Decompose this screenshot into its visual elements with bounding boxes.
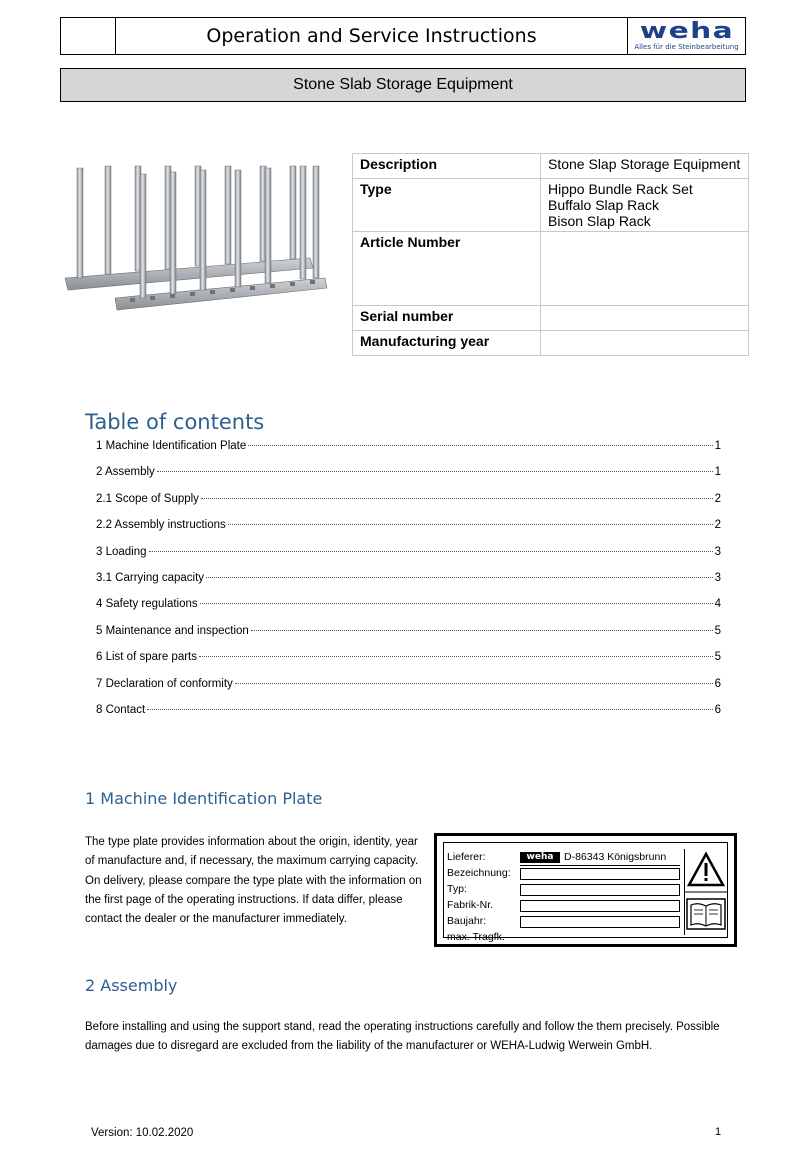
- plate-field-designation: [520, 868, 680, 880]
- type-plate-frame: [443, 842, 728, 943]
- plate-field-type: [520, 884, 680, 896]
- page-header: [60, 17, 746, 55]
- toc-entry[interactable]: 5 Maintenance and inspection 5: [96, 624, 721, 637]
- read-manual-book-icon: [687, 899, 725, 929]
- toc-entry[interactable]: 1 Machine Identification Plate 1: [96, 440, 721, 452]
- toc-entry[interactable]: 2.1 Scope of Supply 2: [96, 492, 721, 505]
- section2-paragraph: Before installing and using the support stand, read the operating instructions carefully and follow the them precisely. Possible damages due to disregard are excluded from the liability of the manufacturer or WEHA-Ludwig Werwein GmbH.: [85, 1021, 720, 1053]
- header-blank-cell: [61, 18, 116, 54]
- plate-supplier-field: [520, 851, 680, 863]
- plate-field-year: [520, 916, 680, 928]
- plate-field-serial: [520, 900, 680, 912]
- toc-entry[interactable]: 7 Declaration of conformity 6: [96, 677, 721, 690]
- info-row-manufacturing-year: [353, 331, 749, 356]
- info-value: [541, 306, 749, 331]
- slab-rack-image: [55, 160, 330, 315]
- toc-entry[interactable]: 2 Assembly 1: [96, 466, 721, 479]
- warning-triangle-icon: [689, 854, 723, 885]
- plate-address: D-86343 Königsbrunn: [564, 851, 667, 863]
- company-logo: [627, 18, 745, 54]
- toc-entry[interactable]: 4 Safety regulations 4: [96, 598, 721, 611]
- type-plate-figure: [434, 833, 737, 947]
- toc-entry[interactable]: 6 List of spare parts 5: [96, 651, 721, 664]
- toc-title: Table of contents: [85, 410, 265, 434]
- info-row-type: [353, 179, 749, 232]
- plate-label-capacity: max. Tragfk.: [447, 931, 505, 943]
- type-plate-labels: [447, 849, 511, 945]
- info-row-description: [353, 154, 749, 179]
- plate-label-year: Baujahr:: [447, 915, 487, 927]
- info-row-serial-number: [353, 306, 749, 331]
- section1-paragraph: The type plate provides information about the origin, identity, year of manufacture and, if necessary, the maximum carrying capacity. On delivery, please compare the type plate with the information on the first page of the operating instructions. If data differ, please contact the dealer or the manufacturer immediately.: [85, 836, 422, 926]
- info-label: Type: [353, 179, 541, 232]
- header-title: Operation and Service Instructions: [206, 25, 537, 47]
- plate-label-serial: Fabrik-Nr.: [447, 899, 494, 911]
- plate-label-designation: Bezeichnung:: [447, 867, 511, 879]
- info-label: Manufacturing year: [353, 331, 541, 356]
- info-value: [541, 331, 749, 356]
- info-value: Stone Slap Storage Equipment: [541, 154, 749, 179]
- section-heading-identification-plate: 1 Machine Identification Plate: [85, 789, 323, 808]
- info-value: Hippo Bundle Rack Set Buffalo Slap Rack Bison Slap Rack: [541, 179, 749, 232]
- logo-tagline: Alles für die Steinbearbeitung: [634, 42, 739, 51]
- plate-label-supplier: Lieferer:: [447, 851, 486, 863]
- logo-wordmark: weha: [639, 18, 734, 44]
- toc-entry[interactable]: 8 Contact 6: [96, 703, 721, 716]
- footer-version: Version: 10.02.2020: [91, 1127, 194, 1139]
- info-label: Serial number: [353, 306, 541, 331]
- plate-logo: weha: [520, 852, 560, 863]
- plate-label-type: Typ:: [447, 883, 467, 895]
- page-number: 1: [715, 1126, 722, 1138]
- product-info-table: [352, 153, 749, 356]
- toc-entry[interactable]: 3.1 Carrying capacity 3: [96, 571, 721, 584]
- info-value: [541, 232, 749, 306]
- toc-entry[interactable]: 2.2 Assembly instructions 2: [96, 519, 721, 532]
- info-row-article-number: [353, 232, 749, 306]
- info-label: Description: [353, 154, 541, 179]
- document-title: Stone Slab Storage Equipment: [60, 68, 746, 102]
- section-heading-assembly: 2 Assembly: [85, 976, 178, 995]
- toc-entry[interactable]: 3 Loading 3: [96, 545, 721, 558]
- table-of-contents: [96, 440, 721, 730]
- info-label: Article Number: [353, 232, 541, 306]
- plate-icons: [684, 849, 726, 935]
